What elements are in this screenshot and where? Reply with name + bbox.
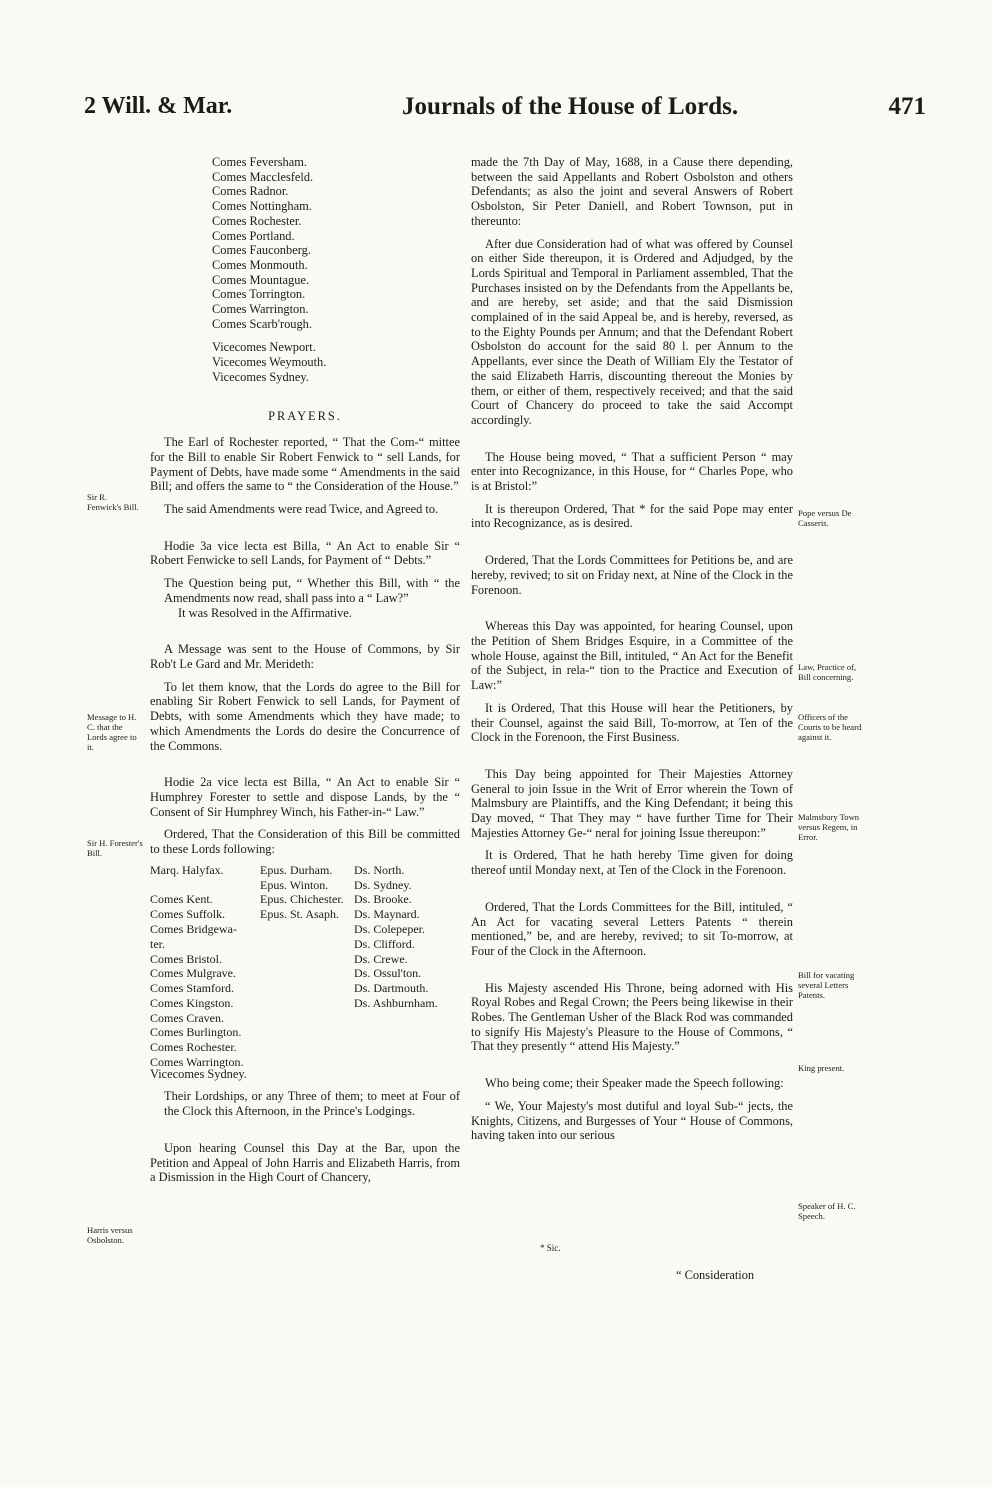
committee-member: Ds. Brooke. (354, 892, 412, 907)
committee-member: Ds. Colepeper. (354, 921, 425, 936)
lords-list-earls (212, 155, 460, 331)
lord-entry: Comes Scarb'rough. (212, 316, 312, 331)
margin-note-letters-patents: Bill for vacating several Letters Patents. (798, 970, 855, 1000)
paragraph-earl-report: The Earl of Rochester reported, “ That the Com-“ mittee for the Bill to enable Sir Robert Fenwick to “ sell Lands, for Payment of Debts, have made some “ Amendments in the said Bill; and offers the same to “ the Consideration of the House.” (150, 435, 460, 494)
lord-entry: Comes Feversham. (212, 155, 307, 169)
lord-entry: Comes Macclesfeld. (212, 169, 314, 184)
committee-member: Ds. Sydney. (354, 877, 412, 892)
committee-member: Comes Warrington. (150, 1055, 244, 1070)
paragraph-speaker-came: Who being come; their Speaker made the Speech following: (485, 1076, 784, 1091)
committee-member: Comes Burlington. (150, 1025, 242, 1040)
committee-member: Comes Mulgrave. (150, 966, 236, 981)
lord-entry: Comes Rochester. (212, 213, 302, 228)
lord-entry: Vicecomes Sydney. (212, 369, 309, 384)
committee-member: Marq. Halyfax. (150, 862, 224, 877)
paragraph-pope-ordered: It is thereupon Ordered, That * for the said Pope may enter into Recognizance, as is desired. (471, 501, 793, 531)
committee-member: Ds. Crewe. (354, 951, 408, 966)
paragraph-harris-appeal: Upon hearing Counsel this Day at the Bar, upon the Petition and Appeal of John Harris and Elizabeth Harris, from a Dismission in the High Court of Chancery, (150, 1140, 460, 1185)
margin-note-speaker: Speaker of H. C. Speech. (798, 1201, 856, 1221)
committee-col-barons (354, 863, 438, 1011)
journal-title: Journals of the House of Lords. (402, 93, 739, 120)
regnal-year: 2 Will. & Mar. (84, 93, 233, 119)
committee-members (150, 862, 460, 1070)
paragraph-second-reading: Hodie 2a vice lecta est Billa, “ An Act to enable Sir “ Humphrey Forester to settle and dispose Lands, by the “ Consent of Sir Humphrey Winch, his Father-in-“ Law.” (150, 775, 460, 819)
paragraph-resolved: It was Resolved in the Affirmative. (178, 605, 352, 620)
margin-note-malmsbury: Malmsbury Town versus Regem, in Error. (798, 812, 860, 842)
margin-note-harris: Harris versus Osbolston. (87, 1225, 133, 1245)
paragraph-petitions-committee: Ordered, That the Lords Committees for Petitions be, and are hereby, revived; to sit on Friday next, at Nine of the Clock in the Forenoon. (471, 553, 793, 597)
paragraph-question: The Question being put, “ Whether this Bill, with “ the Amendments now read, shall pass into a “ Law?” (164, 576, 460, 605)
paragraph-ordered-committee: Ordered, That the Consideration of this Bill be committed to these Lords following: (150, 827, 460, 857)
lord-entry: Comes Warrington. (212, 302, 309, 317)
committee-member: Epus. St. Asaph. (260, 907, 340, 922)
lord-entry: Comes Monmouth. (212, 257, 308, 272)
page-number: 471 (888, 93, 926, 120)
paragraph-message: A Message was sent to the House of Commons, by Sir Rob't Le Gard and Mr. Merideth: (150, 642, 460, 671)
lord-entry: Comes Radnor. (212, 184, 289, 199)
lord-entry: Vicecomes Newport. (212, 340, 316, 355)
committee-member: Ds. Maynard. (354, 907, 420, 922)
margin-note-king-present: King present. (798, 1063, 845, 1073)
committee-member: Epus. Winton. (260, 877, 329, 892)
lord-entry: Vicecomes Weymouth. (212, 355, 327, 370)
committee-member: Comes Suffolk. (150, 907, 226, 922)
paragraph-letters-patents: Ordered, That the Lords Committees for the Bill, intituled, “ An Act for vacating several Letters Patents “ therein mentioned,” be, and are hereby, revived; to sit To-morrow, at Four of the Clock in the Afternoon. (471, 899, 793, 958)
paragraph-shem-bridges: Whereas this Day was appointed, for hearing Counsel, upon the Petition of Shem Bridges Esquire, in a Committee of the whole House, against the Bill, intituled, “ An Act for the Benefit of the Subject, in rela-“ tion to the Practice and Execution of Law:” (471, 619, 793, 693)
margin-note-message: Message to H. C. that the Lords agree to it. (87, 712, 137, 752)
lord-entry: Comes Fauconberg. (212, 243, 311, 258)
committee-member: Ds. Dartmouth. (354, 981, 429, 996)
paragraph-hear-petitioners: It is Ordered, That this House will hear the Petitioners, by their Counsel, against the said Bill, To-morrow, at Ten of the Clock in the Forenoon, the First Business. (471, 700, 793, 745)
lord-entry: Comes Torrington. (212, 287, 306, 302)
lord-entry: Comes Portland. (212, 228, 295, 243)
committee-col-earls (150, 863, 243, 1070)
paragraph-speech: “ We, Your Majesty's most dutiful and loyal Sub-“ jects, the Knights, Citizens, and Burgesses of Your “ House of Commons, having taken into our serious (471, 1098, 793, 1143)
paragraph-cause: made the 7th Day of May, 1688, in a Cause there depending, between the said Appellants and Robert Osbolston and others Defendants; as also the joint and several Answers of Robert Osbolston, Sir Peter Daniell, and Robert Townson, put in thereunto: (471, 155, 793, 228)
catchword: “ Consideration (676, 1268, 755, 1282)
paragraph-meeting: Their Lordships, or any Three of them; to meet at Four of the Clock this Afternoon, in the Prince's Lodgings. (164, 1089, 460, 1119)
margin-note-officers: Officers of the Courts to be heard against it. (798, 712, 862, 742)
left-column (150, 155, 460, 1185)
page-header (84, 91, 926, 127)
committee-member: Comes Kent. (150, 892, 213, 907)
paragraph-adjudged: After due Consideration had of what was offered by Counsel on either Side thereupon, it is Ordered and Adjudged, by the Lords Spiritual and Temporal in Parliament assembled, That the Purchases insisted on by the Defendants from the Appellants be, and are hereby, set aside; and that the said Dismission complained of in the said Appeal be, and is hereby, reversed, as to the Eighty Pounds per Annum; and that the Defendant Robert Osbolston do account for the said 80 l. per Annum to the Appellants, ever since the Death of William Ely the Testator of the said Elizabeth Harris, discounting thereout the Monies by them, or either of them, respectively received; and that the said Court of Chancery do proceed to take the said Accompt accordingly. (471, 236, 793, 427)
committee-member: Epus. Durham. (260, 862, 333, 877)
margin-note-law: Law, Practice of, Bill concerning. (798, 662, 857, 682)
committee-member: Comes Craven. (150, 1010, 224, 1025)
committee-member: Comes Bristol. (150, 951, 223, 966)
paragraph-time-given: It is Ordered, That he hath hereby Time given for doing thereof until Monday next, at Ten of the Clock in the Forenoon. (471, 848, 793, 878)
committee-member: Comes Kingston. (150, 995, 234, 1010)
committee-member: Ds. Clifford. (354, 936, 415, 951)
committee-member (150, 878, 243, 893)
committee-member: Ds. Ossul'ton. (354, 966, 422, 981)
committee-member: Ds. Ashburnham. (354, 995, 438, 1010)
committee-member: Comes Stamford. (150, 981, 234, 996)
paragraph-king-ascended: His Majesty ascended His Throne, being adorned with His Royal Robes and Regal Crown; the Peers being likewise in their Robes. The Gentleman Usher of the Black Rod was commanded to signify His Majesty's Pleasure to the House of Commons, “ That they presently “ attend His Majesty.” (471, 980, 793, 1054)
paragraph-pope-motion: The House being moved, “ That a sufficient Person “ may enter into Recognizance, in this House, for “ Charles Pope, who is at Bristol:” (471, 449, 793, 494)
lord-entry: Comes Mountague. (212, 272, 310, 287)
committee-member: Comes Bridgewa- (150, 921, 237, 936)
committee-member: Epus. Chichester. (260, 892, 344, 907)
section-heading-prayers: PRAYERS. (268, 408, 342, 423)
committee-member: Ds. North. (354, 862, 405, 877)
committee-viscount: Vicecomes Sydney. (150, 1066, 247, 1081)
margin-note-forester: Sir H. Forester's Bill. (87, 838, 143, 858)
margin-note-pope: Pope versus De Casseris. (798, 508, 852, 528)
paragraph-amendments-read: The said Amendments were read Twice, and Agreed to. (164, 502, 439, 517)
committee-col-bishops (260, 863, 344, 922)
paragraph-malmsbury: This Day being appointed for Their Majesties Attorney General to join Issue in the Writ of Error wherein the Town of Malmsbury are Plaintiffs, and the King Defendant; it being this Day moved, “ That They may “ have further Time for Their Majesties Attorney Ge-“ neral for joining Issue thereupon:” (471, 766, 793, 840)
paragraph-let-them-know: To let them know, that the Lords do agree to the Bill for enabling Sir Robert Fenwick to sell Lands, for Payment of Debts, with some Amendments which they have made; to which Amendments the Lords do desire the Concurrence of the Commons. (150, 679, 460, 753)
lord-entry: Comes Nottingham. (212, 199, 312, 214)
committee-member: Comes Rochester. (150, 1040, 237, 1055)
footnote: * Sic. (540, 1243, 561, 1253)
committee-member: ter. (150, 936, 165, 951)
margin-note-fenwick: Sir R. Fenwick's Bill. (87, 492, 139, 512)
paragraph-third-reading: Hodie 3a vice lecta est Billa, “ An Act to enable Sir “ Robert Fenwicke to sell Lands, for Payment of “ Debts.” (150, 538, 460, 568)
lords-list-viscounts (212, 340, 460, 384)
right-column (471, 155, 793, 1143)
